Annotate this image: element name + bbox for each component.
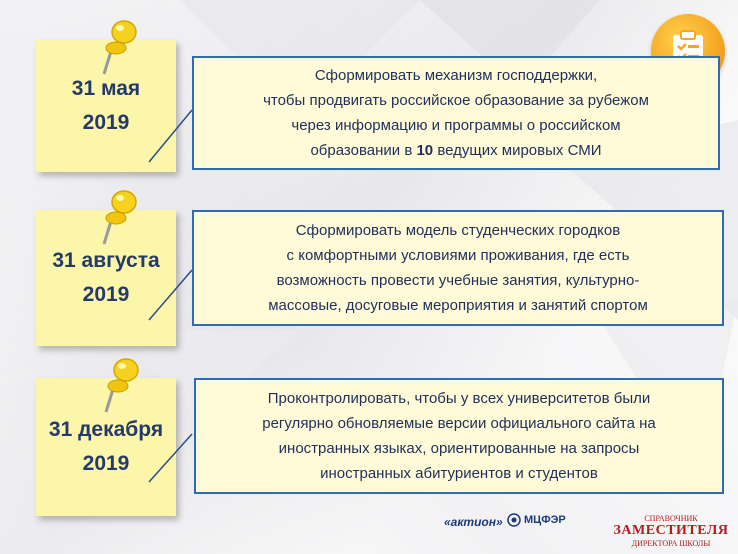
task-card-1-line-4-a: образовании в	[310, 142, 417, 159]
task-card-1-line-4-b: ведущих мировых СМИ	[433, 142, 602, 159]
task-card-3-line-4: иностранных абитуриентов и студентов	[320, 465, 598, 482]
date-note-2-year: 2019	[82, 283, 130, 306]
task-card-2-line-1: Сформировать модель студенческих городков	[295, 222, 621, 239]
task-card-3-line-2: регулярно обновляемые версии официального сайта на	[262, 415, 656, 432]
connector-line-1	[145, 50, 195, 170]
task-card-1-line-3: через информацию и программы о российском	[291, 117, 621, 134]
brand-logo	[612, 514, 730, 548]
date-note-3-year: 2019	[82, 452, 130, 475]
task-card-1	[192, 56, 720, 170]
brand-top: СПРАВОЧНИК	[644, 514, 698, 523]
date-note-1-year: 2019	[82, 111, 130, 134]
task-card-1-line-2: чтобы продвигать российское образование за рубежом	[263, 92, 649, 109]
brand-mid: ЗАМЕСТИТЕЛЯ	[613, 523, 729, 538]
mcfer-icon	[507, 513, 521, 527]
task-card-3-line-3: иностранных языках, ориентированные на запросы	[278, 440, 640, 457]
connector-line-3	[145, 392, 195, 512]
date-note-1-day: 31 мая	[71, 77, 141, 100]
aktion-logo: «актион»	[444, 515, 503, 529]
brand-bottom: ДИРЕКТОРА ШКОЛЫ	[631, 539, 711, 548]
task-card-2-line-4: массовые, досуговые мероприятия и занятий спортом	[268, 297, 648, 314]
task-card-1-line-4-bold: 10	[416, 142, 434, 159]
task-card-2-text	[268, 218, 648, 318]
task-card-2	[192, 210, 724, 326]
task-card-1-line-4	[263, 138, 649, 163]
push-pin-icon	[100, 356, 144, 416]
push-pin-icon	[98, 188, 142, 248]
mcfer-label: МЦФЭР	[524, 514, 566, 526]
task-card-3	[194, 378, 724, 494]
task-card-1-line-1: Сформировать механизм господдержки,	[314, 67, 598, 84]
task-card-2-line-2: с комфортными условиями проживания, где есть	[286, 247, 630, 264]
date-note-2-day: 31 августа	[52, 249, 160, 272]
task-card-3-text	[262, 386, 656, 486]
task-card-2-line-3: возможность провести учебные занятия, культурно-	[276, 272, 640, 289]
task-card-3-line-1: Проконтролировать, чтобы у всех университетов были	[267, 390, 651, 407]
date-note-3-day: 31 декабря	[48, 418, 164, 441]
mcfer-logo	[507, 513, 566, 527]
connector-line-2	[145, 220, 195, 340]
push-pin-icon	[98, 18, 142, 78]
task-card-1-text	[263, 63, 649, 163]
